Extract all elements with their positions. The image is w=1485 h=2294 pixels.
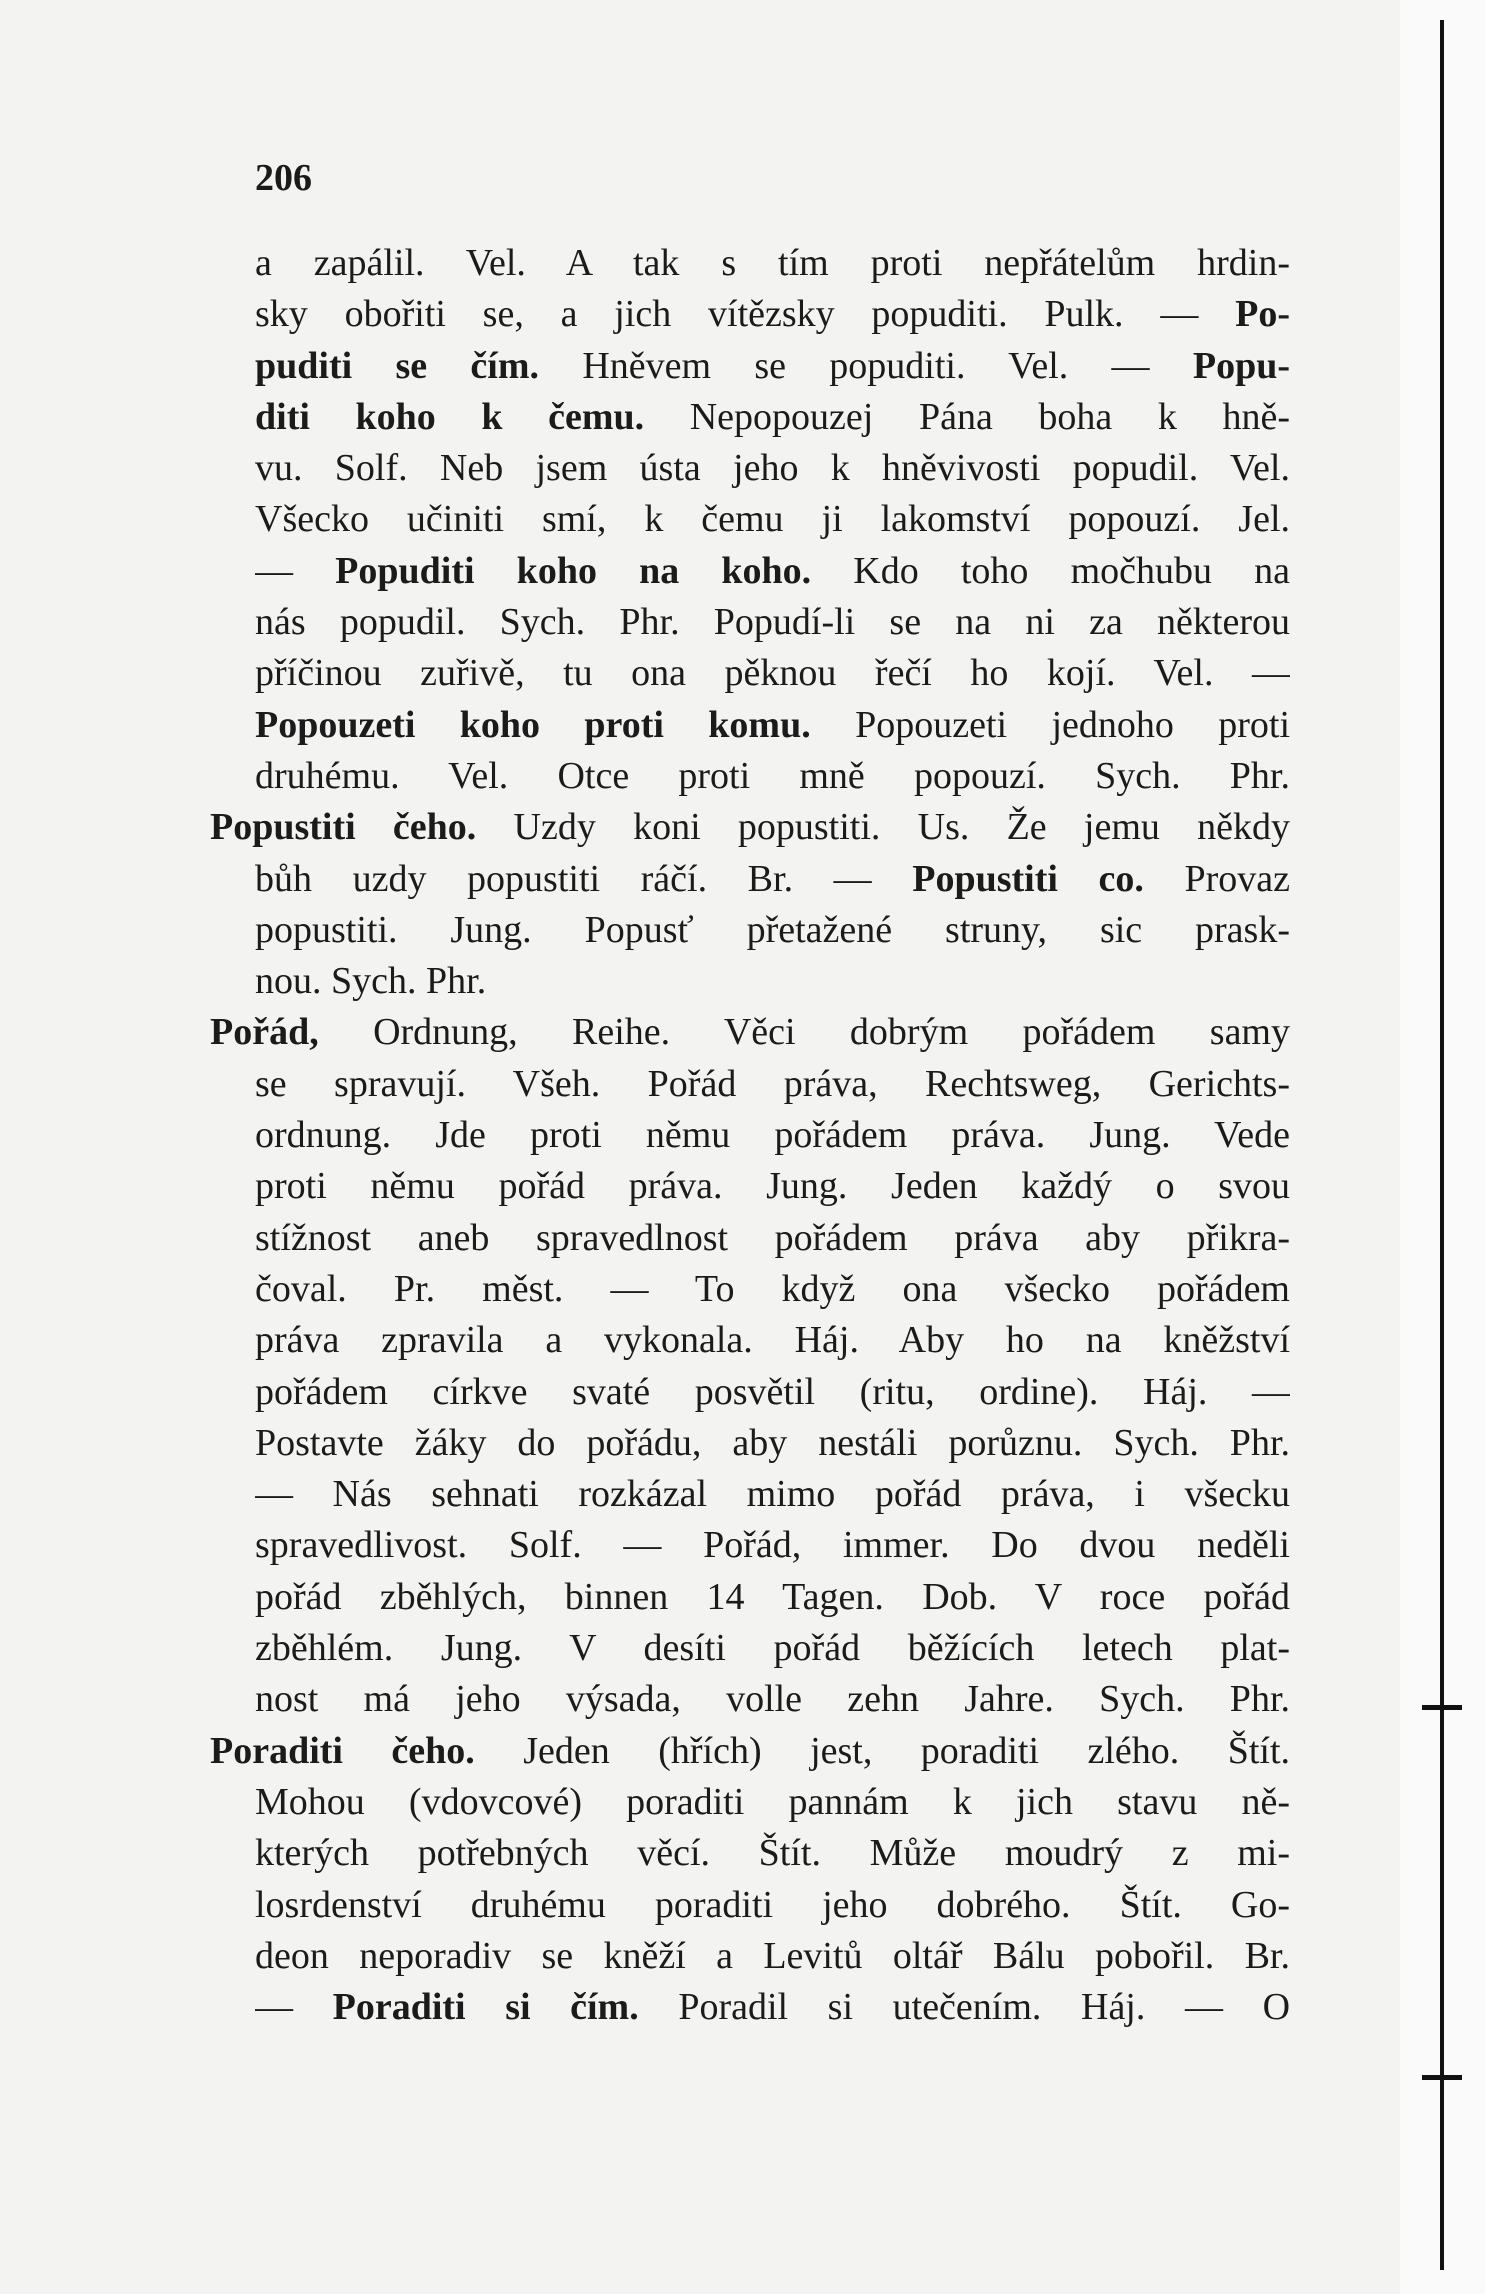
text-line	[255, 956, 1290, 1007]
line-text: Mohou (vdovcové) poraditi pannám k jich stavu ně-	[255, 1780, 1290, 1823]
text-line	[255, 1418, 1290, 1469]
text-line	[255, 1777, 1290, 1828]
text-line	[210, 1007, 1290, 1058]
line-text: Kdo toho močhubu na	[811, 549, 1290, 592]
text-line	[255, 443, 1290, 494]
line-text: Jeden (hřích) jest, poraditi zlého. Štít.	[474, 1729, 1290, 1772]
text-line	[255, 1880, 1290, 1931]
headword: diti koho k čemu.	[255, 395, 645, 438]
line-text: nás popudil. Sych. Phr. Popudí-li se na ni za některou	[255, 601, 1290, 644]
page-number: 206	[255, 157, 312, 199]
text-line	[255, 1264, 1290, 1315]
text-line	[255, 1623, 1290, 1674]
line-text: se spravují. Všeh. Pořád práva, Rechtsweg, Gerichts-	[255, 1062, 1290, 1105]
line-text: Poradil si utečením. Háj. — O	[638, 1986, 1290, 2029]
text-line	[255, 1213, 1290, 1264]
line-text: bůh uzdy popustiti ráčí. Br. —	[255, 857, 913, 900]
text-line	[255, 597, 1290, 648]
headword: Po-	[1235, 293, 1290, 336]
line-text: sky obořiti se, a jich vítězsky popuditi. Pulk. —	[255, 293, 1236, 336]
text-line	[255, 1982, 1290, 2033]
text-line	[255, 751, 1290, 802]
text-line	[255, 854, 1290, 905]
line-text: Ordnung, Reihe. Věci dobrým pořádem samy	[318, 1011, 1290, 1054]
headword: Popouzeti koho proti komu.	[255, 703, 811, 746]
text-line	[255, 648, 1290, 699]
text-line	[255, 1469, 1290, 1520]
text-line	[255, 1520, 1290, 1571]
text-line	[255, 1059, 1290, 1110]
text-line	[255, 905, 1290, 956]
line-text: spravedlivost. Solf. — Pořád, immer. Do dvou neděli	[255, 1524, 1290, 1567]
line-text: Všecko učiniti smí, k čemu ji lakomství popouzí. Jel.	[255, 498, 1290, 541]
line-text: zběhlém. Jung. V desíti pořád běžících letech plat-	[255, 1627, 1290, 1670]
text-line	[255, 1828, 1290, 1879]
line-text: deon neporadiv se kněží a Levitů oltář Bálu pobořil. Br.	[255, 1934, 1290, 1977]
line-text: popustiti. Jung. Popusť přetažené struny, sic prask-	[255, 908, 1290, 951]
line-text: a zapálil. Vel. A tak s tím proti nepřátelům hrdin-	[255, 242, 1290, 284]
text-line	[255, 1931, 1290, 1982]
line-text: proti němu pořád práva. Jung. Jeden každý o svou	[255, 1165, 1290, 1208]
text-line	[255, 1572, 1290, 1623]
line-text: nost má jeho výsada, volle zehn Jahre. Sych. Phr.	[255, 1678, 1290, 1721]
line-text: čoval. Pr. měst. — To když ona všecko pořádem	[255, 1267, 1290, 1310]
binding-mark	[1422, 2075, 1462, 2080]
text-line	[255, 341, 1290, 392]
text-line	[255, 494, 1290, 545]
headword: Popustiti co.	[912, 857, 1144, 900]
text-line	[255, 392, 1290, 443]
line-text: ordnung. Jde proti němu pořádem práva. Jung. Vede	[255, 1114, 1290, 1157]
headword: Poraditi si čím.	[332, 1986, 639, 2029]
text-line	[255, 238, 1290, 289]
line-text: práva zpravila a vykonala. Háj. Aby ho na kněžství	[255, 1319, 1290, 1362]
text-line	[255, 1110, 1290, 1161]
line-text: —	[255, 549, 336, 592]
text-line	[255, 546, 1290, 597]
text-line	[255, 1161, 1290, 1212]
headword: Popuditi koho na koho.	[335, 549, 812, 592]
text-line	[210, 802, 1290, 853]
line-text: pořád zběhlých, binnen 14 Tagen. Dob. V roce pořád	[255, 1575, 1290, 1618]
line-text: Provaz	[1143, 857, 1290, 900]
headword: Popu-	[1192, 344, 1290, 387]
line-text: —	[255, 1986, 333, 2029]
text-line	[255, 289, 1290, 340]
line-text: Hněvem se popuditi. Vel. —	[539, 344, 1193, 387]
binding-mark	[1422, 1705, 1462, 1710]
line-text: Postavte žáky do pořádu, aby nestáli porůznu. Sych. Phr.	[255, 1421, 1290, 1464]
line-text: vu. Solf. Neb jsem ústa jeho k hněvivosti popudil. Vel.	[255, 447, 1290, 490]
line-text: Uzdy koni popustiti. Us. Že jemu někdy	[476, 806, 1290, 849]
line-text: losrdenství druhému poraditi jeho dobrého. Štít. Go-	[255, 1883, 1290, 1926]
dictionary-text	[210, 238, 1290, 2033]
headword: Pořád,	[210, 1011, 319, 1054]
line-text: — Nás sehnati rozkázal mimo pořád práva, i všecku	[255, 1473, 1290, 1516]
headword: puditi se čím.	[255, 344, 540, 387]
line-text: pořádem církve svaté posvětil (ritu, ordine). Háj. —	[255, 1370, 1290, 1413]
line-text: příčinou zuřivě, tu ona pěknou řečí ho kojí. Vel. —	[255, 652, 1290, 695]
line-text: nou. Sych. Phr.	[255, 960, 487, 1003]
line-text: stížnost aneb spravedlnost pořádem práva aby přikra-	[255, 1216, 1290, 1259]
text-line	[255, 1315, 1290, 1366]
headword: Poraditi čeho.	[210, 1729, 475, 1772]
binding-line	[1440, 20, 1444, 2270]
headword: Popustiti čeho.	[210, 806, 477, 849]
text-line	[255, 1367, 1290, 1418]
text-line	[255, 1674, 1290, 1725]
line-text: Popouzeti jednoho proti	[810, 703, 1290, 746]
text-line	[255, 700, 1290, 751]
line-text: Nepopouzej Pána boha k hně-	[644, 395, 1290, 438]
line-text: druhému. Vel. Otce proti mně popouzí. Sych. Phr.	[255, 754, 1290, 797]
line-text: kterých potřebných věcí. Štít. Může moudrý z mi-	[255, 1832, 1290, 1875]
text-line	[210, 1726, 1290, 1777]
